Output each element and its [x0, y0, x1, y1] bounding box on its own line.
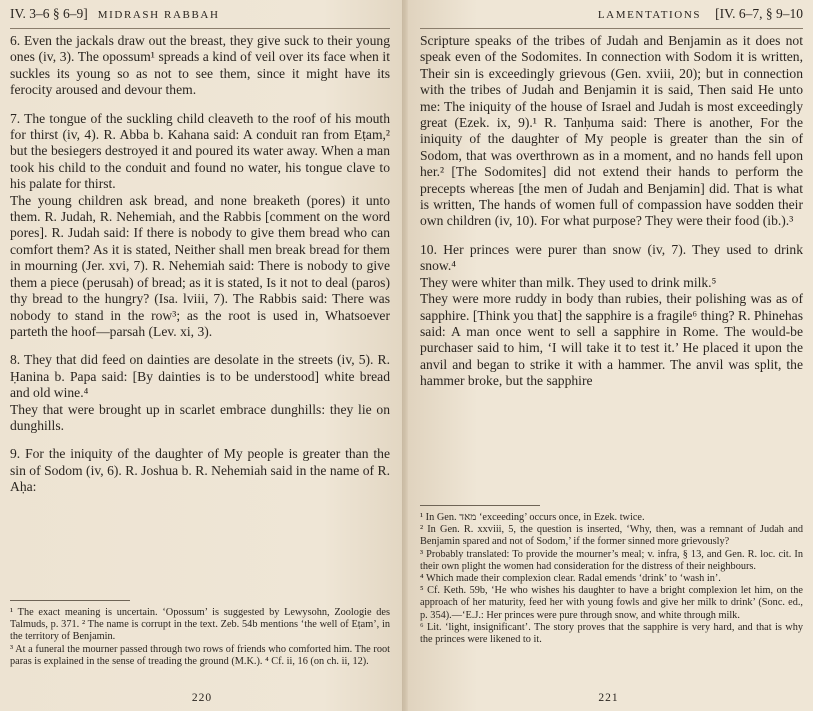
paragraph: The young children ask bread, and none breaketh (pores) it unto them. R. Judah, R. Nehemiah, and the Rabbis [comment on the word pores]. R. Judah said: If there is nobody to give them bread who can comfort them? As it is stated, Neither shall men break bread for them in mourning (Jer. xvi, 7). R. Nehemiah said: There is nobody to give them a piece (perusah) of bread; as it is stated, Is it not to deal (paros) thy bread to the hungry? (Isa. lviii, 7). The Rabbis said: There was nobody to stand in the row³; as the root is used in, Whatsoever parteth the hoof—parsah (Lev. xi, 3). — [10, 192, 390, 339]
left-running-head — [10, 6, 390, 29]
left-page-number: 220 — [191, 692, 213, 704]
paragraph: 8. They that did feed on dainties are desolate in the streets (iv, 5). R. Ḥanina b. Papa said: [By dainties is to be understood] white bread and old wine.⁴ — [10, 352, 390, 401]
footnote: ⁵ Cf. Keth. 59b, ‘He who wishes his daughter to have a bright complexion let him, on the approach of her maturity, feed her with young fowls and give her milk to drink’ (Sonc. ed., p. 354).—‘E.J.: Her princes were pure through snow, and white through milk. — [420, 585, 803, 621]
footnote: ¹ The exact meaning is uncertain. ‘Opossum’ is suggested by Lewysohn, Zoologie des Talmuds, p. 371. ² The name is corrupt in the text. Zeb. 54b mentions ‘the well of Eṭam’, in the territory of Benjamin. — [10, 607, 390, 643]
paragraph: Scripture speaks of the tribes of Judah and Benjamin as it does not speak even of the Sodomites. In connection with Sodom it is written, Their sin is exceedingly grievous (Gen. xviii, 20); but in connection with the tribes of Judah and Benjamin it is said, Then said He unto me: The iniquity of the house of Israel and Judah is most exceedingly great (Ezek. ix, 9).¹ R. Tanḥuma said: There is another, For the iniquity of the daughter of My people is greater than the sin of Sodom, that was overthrown as in a moment, and no hands fell upon her.² [The Sodomites] did not extend their hands to perform the precepts whereas [the men of Judah and Benjamin] did. That is what is written, The hands of women full of compassion have sodden their own children (iv, 10). For what purpose? They were their food (ib.).³ — [420, 33, 803, 229]
footnote: ³ Probably translated: To provide the mourner’s meal; v. infra, § 13, and Gen. R. loc. cit. In their own plight the women had consideration for the distress of their neighbours. — [420, 548, 803, 572]
footnote-rule — [10, 600, 130, 601]
footnote: ⁶ Lit. ‘light, insignificant’. The story proves that the sapphire is very hard, and that is why the princes were likened to it. — [420, 621, 803, 646]
paragraph: 7. The tongue of the suckling child cleaveth to the roof of his mouth for thirst (iv, 4). R. Abba b. Kahana said: A conduit ran from Eṭam,² but the besiegers destroyed it and poured its water away. When a man took his child to the conduit and found no water, his tongue clave to his palate for thirst. — [10, 110, 390, 192]
footnote: ⁴ Which made their complexion clear. Radal emends ‘drink’ to ‘wash in’. — [420, 573, 721, 585]
right-running-head — [420, 6, 803, 29]
left-header-ref: IV. 3–6 § 6–9] — [10, 6, 88, 21]
right-header-title: LAMENTATIONS — [597, 9, 702, 21]
paragraph: They were whiter than milk. They used to drink milk.⁵ — [420, 274, 717, 290]
paragraph: 10. Her princes were purer than snow (iv, 7). They used to drink snow.⁴ — [420, 241, 803, 274]
right-header-ref: [IV. 6–7, § 9–10 — [715, 6, 803, 21]
paragraph: They that were brought up in scarlet embrace dunghills: they lie on dunghills. — [10, 401, 390, 433]
book-gutter — [402, 0, 408, 711]
left-page — [0, 0, 404, 711]
right-footnotes — [420, 505, 803, 646]
footnote-rule — [420, 505, 540, 506]
footnote: ² In Gen. R. xxviii, 5, the question is inserted, ‘Why, then, was a remnant of Judah and Benjamin spared and not of Sodom,’ if the former sinned more grievously? — [420, 524, 803, 548]
right-page-number: 221 — [598, 692, 619, 704]
paragraph: 6. Even the jackals draw out the breast, they give suck to their young ones (iv, 3). The opossum¹ spreads a kind of veil over its face when it suckles its young so as not to see them, since it might have its ferocity aroused and devour them. — [10, 33, 390, 98]
left-header-title: MIDRASH RABBAH — [97, 9, 220, 21]
left-body-text — [10, 33, 390, 496]
footnote: ¹ In Gen. מאד ‘exceeding’ occurs once, in Ezek. twice. — [420, 512, 645, 523]
footnote: ³ At a funeral the mourner passed through two rows of friends who comforted him. The root paras is explained in the sense of treading the ground (M.K.). ⁴ Cf. ii, 16 (on ch. ii, 12). — [10, 643, 390, 667]
right-page — [404, 0, 813, 711]
right-body-text — [420, 33, 803, 390]
left-footnotes — [10, 600, 390, 668]
paragraph: They were more ruddy in body than rubies, their polishing was as of sapphire. [Think you that] the sapphire is a fragile⁶ thing? R. Phinehas said: A man once went to sell a sapphire in Rome. The would-be purchaser said to him, ‘I will take it to test it.’ He placed it upon the anvil and began to strike it with a hammer. The anvil was split, the hammer broke, but the sapphire — [420, 291, 803, 389]
paragraph: 9. For the iniquity of the daughter of My people is greater than the sin of Sodom (iv, 6). R. Joshua b. R. Nehemiah said in the name of R. Aḥa: — [10, 446, 390, 495]
